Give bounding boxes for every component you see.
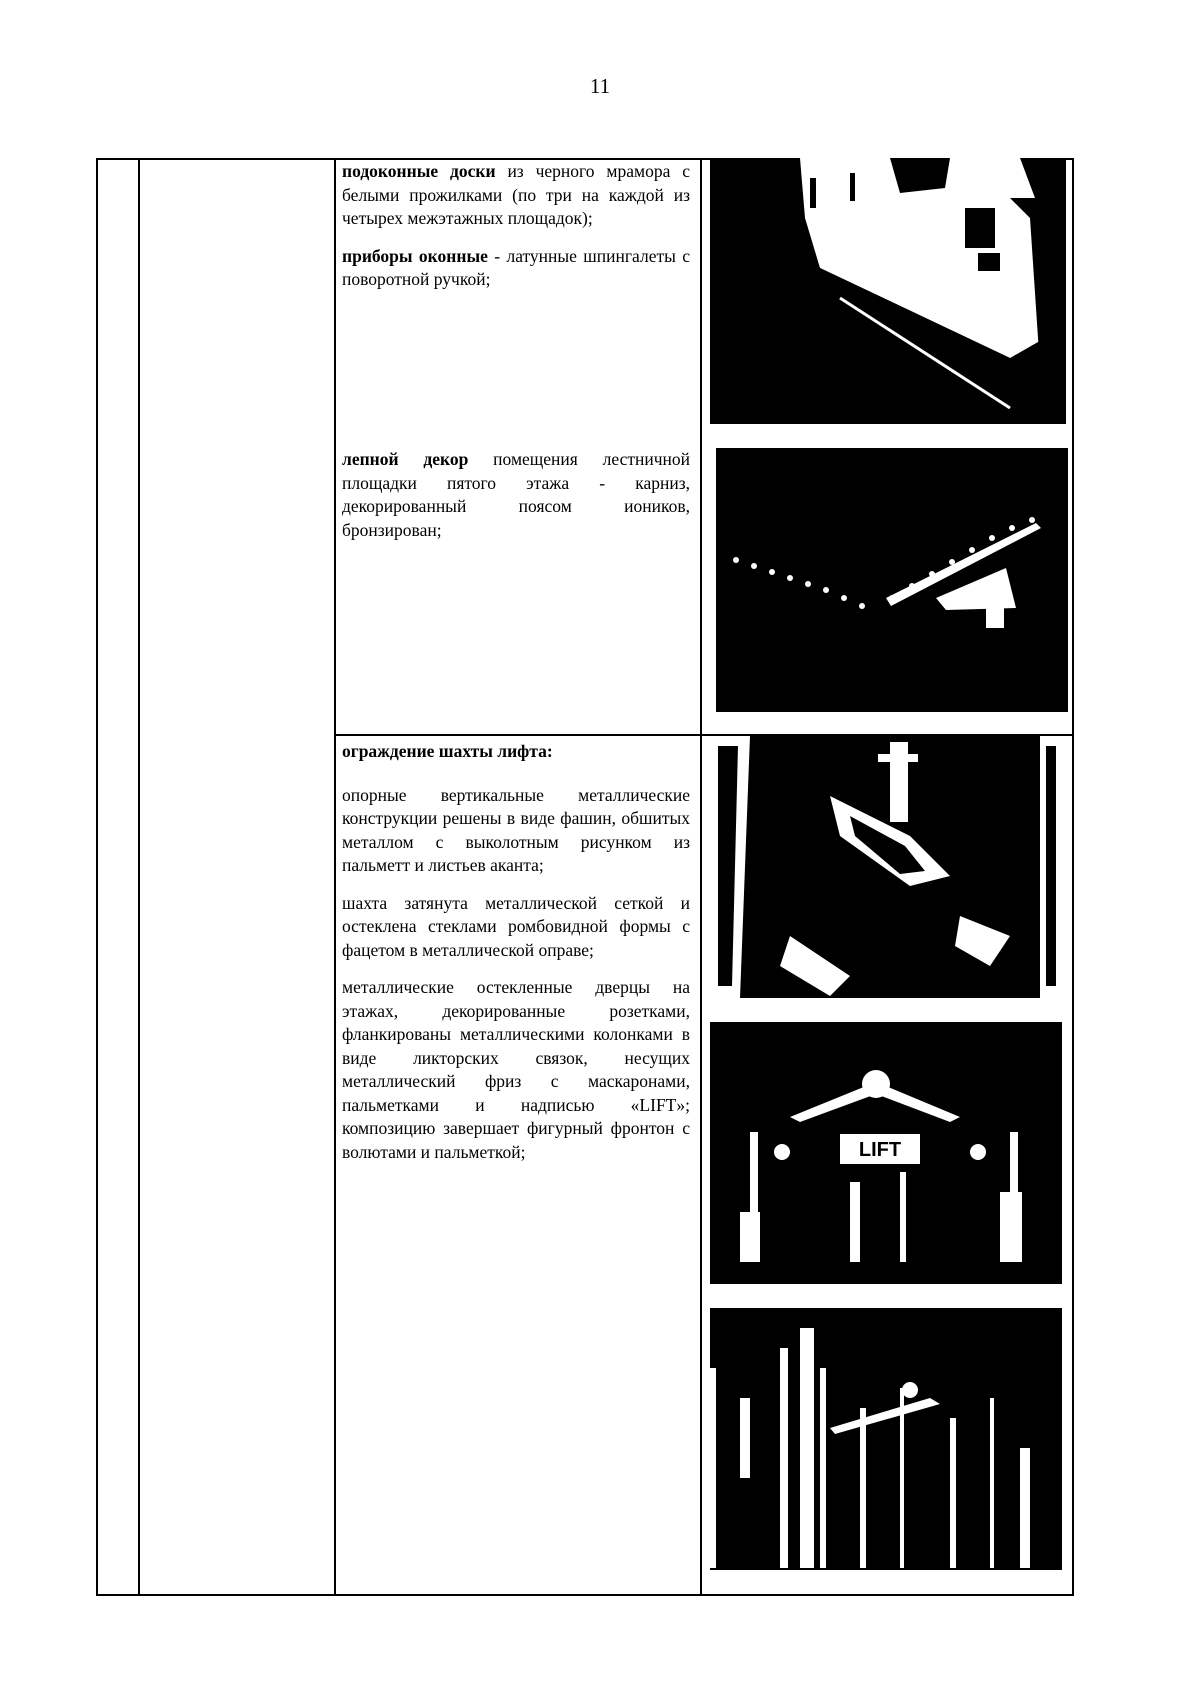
photo-lift-shaft xyxy=(710,736,1062,998)
lift-shaft-heading: ограждение шахты лифта: xyxy=(342,741,553,761)
lift-sign: LIFT xyxy=(858,1139,902,1161)
stucco-decor-paragraph: лепной декор помещения лестничной площадки пятого этажа - карниз, декорированный поясом иоников, бронзирован; xyxy=(342,449,690,540)
row2-text xyxy=(342,740,690,1178)
photo-cornice xyxy=(716,448,1068,712)
row1-decor-text xyxy=(342,448,690,556)
photo-window-sill xyxy=(710,158,1066,424)
photo-lift-door xyxy=(710,1022,1062,1284)
shaft-glazing-paragraph: шахта затянута металлической сеткой и остеклена стеклами ромбовидной формы с фацетом в металлической оправе; xyxy=(342,892,690,960)
support-structures-paragraph: опорные вертикальные металлические конструкции решены в виде фашин, обшитых металлом с выколотным рисунком из пальметт и листьев аканта; xyxy=(342,784,690,875)
window-fittings-paragraph: приборы оконные - латунные шпингалеты с поворотной ручкой; xyxy=(342,245,691,289)
lift-doors-paragraph: металлические остекленные дверцы на этажах, декорированные розетками, фланкированы металлическими колонками в виде ликторских связок, несущих металлический фриз с маскаронами, пальметками и надписью «LIFT»; композицию завершает фигурный фронтон с волютами и пальметкой; xyxy=(342,977,690,1162)
page-number: 11 xyxy=(589,74,611,98)
window-sill-paragraph: подоконные доски из черного мрамора с белыми прожилками (по три на каждой из четырех межэтажных площадок); xyxy=(342,161,691,228)
photo-lift-shaft-view xyxy=(710,1308,1062,1570)
row1-text xyxy=(342,160,690,306)
